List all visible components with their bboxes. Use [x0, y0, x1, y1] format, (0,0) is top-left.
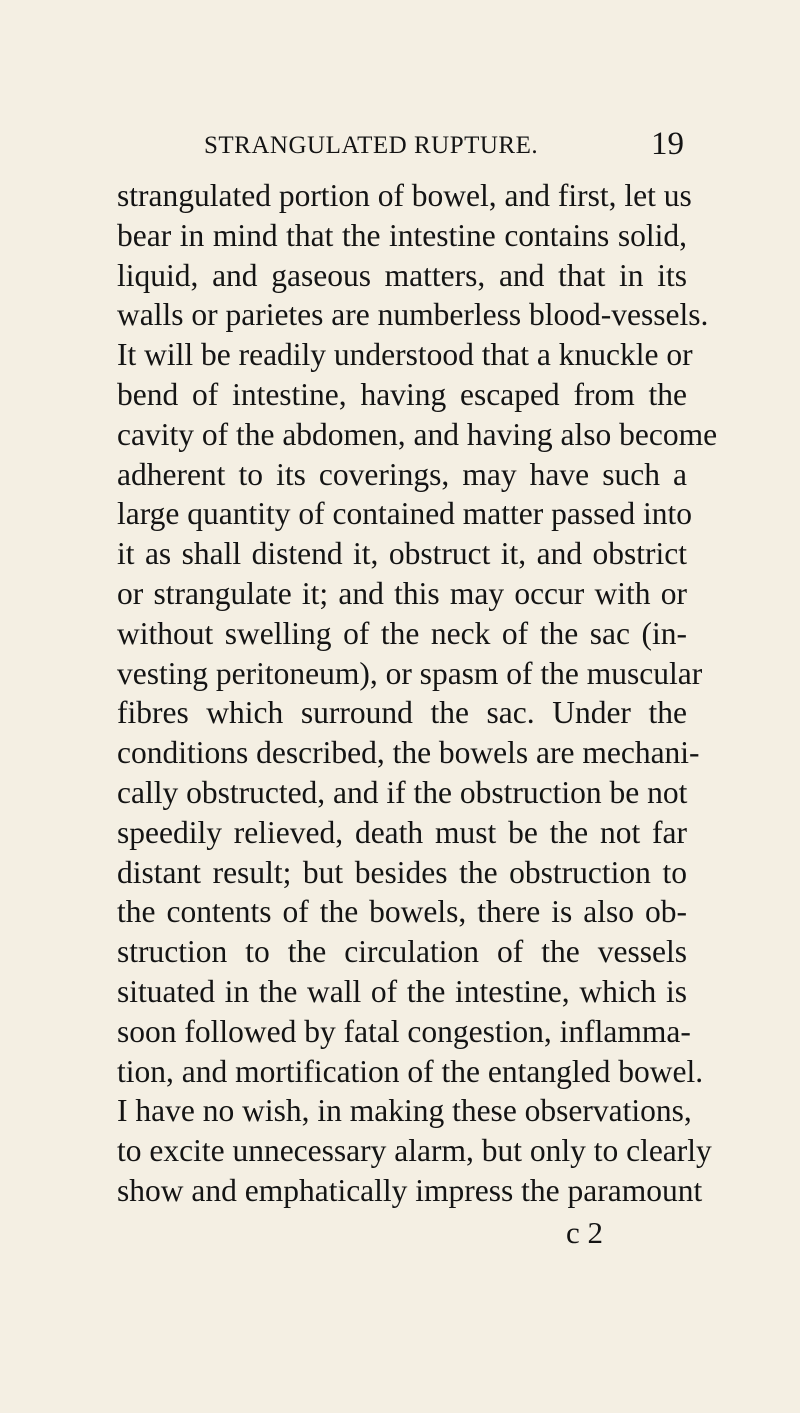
text-line: fibres which surround the sac. Under the [117, 695, 687, 731]
text-line: soon followed by fatal congestion, inflamma- [117, 1013, 691, 1049]
text-line: situated in the wall of the intestine, which is [117, 973, 687, 1009]
text-line: cally obstructed, and if the obstruction be not [117, 774, 688, 810]
text-line: bear in mind that the intestine contains solid, [117, 217, 687, 253]
text-line: show and emphatically impress the paramount [117, 1172, 703, 1208]
text-line: without swelling of the neck of the sac (in- [117, 615, 687, 651]
body-text [117, 176, 718, 1211]
text-line: struction to the circulation of the vessels [117, 934, 687, 970]
text-line: vesting peritoneum), or spasm of the muscular [117, 655, 703, 691]
running-title: STRANGULATED RUPTURE. [204, 132, 539, 159]
text-line: walls or parietes are numberless blood-vessels. [117, 297, 709, 333]
text-line: distant result; but besides the obstruction to [117, 854, 687, 890]
text-line: conditions described, the bowels are mechani- [117, 735, 700, 771]
text-line: liquid, and gaseous matters, and that in its [117, 257, 687, 293]
text-line: to excite unnecessary alarm, but only to clearly [117, 1133, 712, 1169]
text-line: I have no wish, in making these observations, [117, 1093, 692, 1129]
text-line: It will be readily understood that a knuckle or [117, 337, 693, 373]
text-line: speedily relieved, death must be the not far [117, 814, 687, 850]
signature-mark: c 2 [566, 1215, 604, 1250]
text-line: it as shall distend it, obstruct it, and obstrict [117, 536, 687, 572]
text-line: bend of intestine, having escaped from the [117, 376, 687, 412]
text-line: tion, and mortification of the entangled bowel. [117, 1053, 704, 1089]
text-line: or strangulate it; and this may occur with or [117, 575, 687, 611]
text-line: strangulated portion of bowel, and first, let us [117, 178, 692, 213]
page-number: 19 [651, 126, 684, 162]
text-line: adherent to its coverings, may have such a [117, 456, 687, 492]
text-line: cavity of the abdomen, and having also become [117, 416, 718, 452]
text-line: the contents of the bowels, there is also ob- [117, 894, 687, 930]
running-head [204, 128, 684, 168]
text-line: large quantity of contained matter passed into [117, 496, 692, 532]
